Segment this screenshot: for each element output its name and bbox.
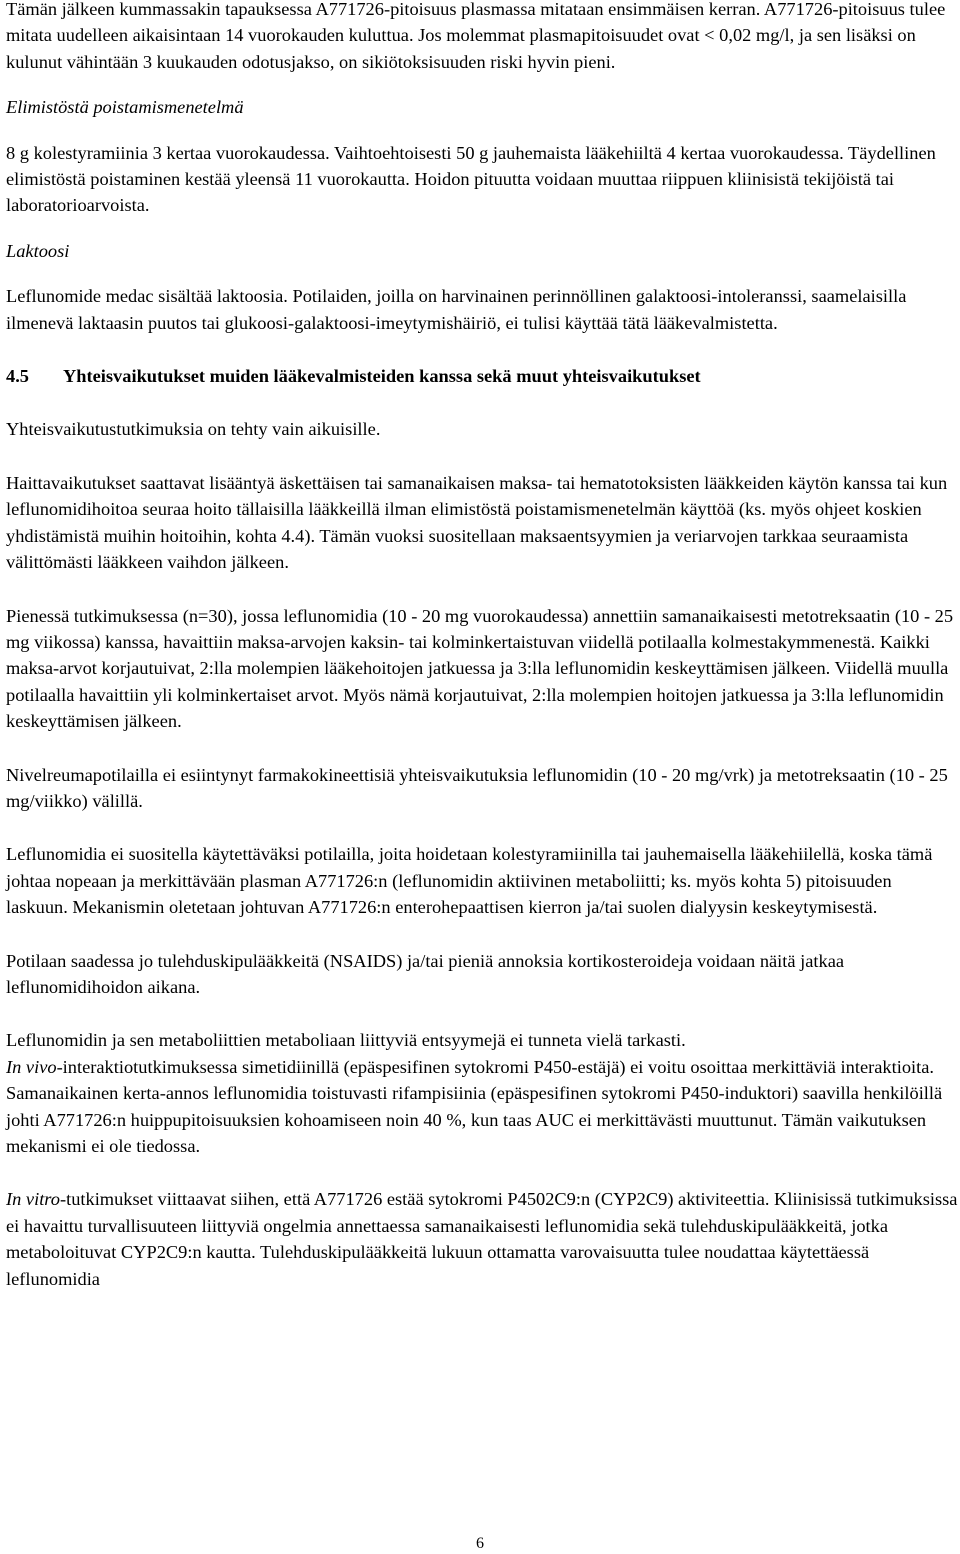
paragraph-side-effects: Haittavaikutukset saattavat lisääntyä äskettäisen tai samanaikaisen maksa- tai hematotoksisten lääkkeiden käytön kanssa tai kun leflunomidihoitoa seuraa hoito tällaisilla lääkkeillä ilman elimistöstä poistamismenetelmän käyttöä (ks. myös ohjeet koskien yhdistämistä muihin hoitoihin, kohta 4.4). Tämän vuoksi suositellaan maksaentsyymien ja veriarvojen tarkkaa seuraamista välittömästi lääkkeen vaihdon jälkeen.: [6, 472, 948, 573]
paragraph-adults: Yhteisvaikutustutkimuksia on tehty vain aikuisille.: [6, 419, 381, 440]
in-vivo-text: -interaktiotutkimuksessa simetidiinillä (epäspesifinen sytokromi P450-estäjä) ei voitu osoittaa merkittäviä interaktioita. Samanaikainen kerta-annos leflunomidia toistuvasti rifampisiinia (epäspesifinen sytokromi P450-induktori) saavilla henkilöillä johti A771726:n huippupitoisuuksien kohoamiseen noin 40 %, kun taas AUC ei merkittävästi muuttunut. Tämän vaikutuksen mekanismi ei ole tiedossa.: [6, 1056, 943, 1156]
in-vitro-text: -tutkimukset viittaavat siihen, että A771726 estää sytokromi P4502C9:n (CYP2C9) aktiviteettia. Kliinisissä tutkimuksissa ei havaittu turvallisuuteen liittyviä ongelmia annettaessa samanaikaisesti leflunomidia sekä tulehduskipulääkkeitä, jotka metaboloituvat CYP2C9:n kautta. Tulehduskipulääkkeitä lukuun ottamatta varovaisuutta tulee noudattaa käytettäessä leflunomidia: [6, 1189, 958, 1289]
paragraph-in-vitro: [6, 1186, 958, 1292]
document-page: [6, 0, 958, 1292]
paragraph-elimination: 8 g kolestyramiinia 3 kertaa vuorokaudessa. Vaihtoehtoisesti 50 g jauhemaista lääkehiiltä 4 kertaa vuorokaudessa. Täydellinen elimistöstä poistaminen kestää yleensä 11 vuorokautta. Hoidon pituutta voidaan muuttaa riippuen kliinisistä tekijöistä tai laboratorioarvoista.: [6, 142, 936, 216]
paragraph-small-study: Pienessä tutkimuksessa (n=30), jossa leflunomidia (10 - 20 mg vuorokaudessa) annettiin samanaikaisesti metotreksaatin (10 - 25 mg viikossa) kanssa, havaittiin maksa-arvojen kaksin- tai kolminkertaistuvan viidellä potilaalla kolmestakymmenestä. Kaikki maksa-arvot korjautuivat, 2:lla molempien lääkehoitojen jatkuessa ja 3:lla leflunomidin keskeyttämisen jälkeen. Viidellä muulla potilaalla havaittiin yli kolminkertaiset arvot. Myös nämä korjautuivat, 2:lla molempien hoitojen jatkuessa ja 3:lla leflunomidin keskeyttämisen jälkeen.: [6, 605, 954, 732]
page-number: 6: [476, 1535, 484, 1552]
section-number: 4.5: [6, 366, 29, 387]
paragraph-enzymes: Leflunomidin ja sen metaboliittien metaboliaan liittyviä entsyymejä ei tunneta vielä tarkasti.: [6, 1030, 686, 1051]
in-vitro-term: In vitro: [6, 1189, 60, 1210]
section-title: Yhteisvaikutukset muiden lääkevalmisteiden kanssa sekä muut yhteisvaikutukset: [63, 366, 701, 387]
paragraph-in-vivo: [6, 1054, 958, 1160]
paragraph-lactose: Leflunomide medac sisältää laktoosia. Potilaiden, joilla on harvinainen perinnöllinen galaktoosi-intoleranssi, saamelaisilla ilmenevä laktaasin puutos tai glukoosi-galaktoosi-imeytymishäiriö, ei tulisi käyttää tätä lääkevalmistetta.: [6, 286, 907, 333]
section-heading: [6, 363, 958, 389]
paragraph-intro: Tämän jälkeen kummassakin tapauksessa A771726-pitoisuus plasmassa mitataan ensimmäisen kerran. A771726-pitoisuus tulee mitata uudelleen aikaisintaan 14 vuorokauden kuluttua. Jos molemmat plasmapitoisuudet ovat < 0,02 mg/l, ja sen lisäksi on kulunut vähintään 3 kuukauden odotusjakso, on sikiötoksisuuden riski hyvin pieni.: [6, 0, 946, 72]
subheading-elimination: Elimistöstä poistamismenetelmä: [6, 97, 244, 118]
in-vivo-term: In vivo: [6, 1056, 57, 1077]
paragraph-nsaids: Potilaan saadessa jo tulehduskipulääkkeitä (NSAIDS) ja/tai pieniä annoksia kortikosteroideja voidaan näitä jatkaa leflunomidihoidon aikana.: [6, 950, 845, 997]
paragraph-cholestyramine: Leflunomidia ei suositella käytettäväksi potilailla, joita hoidetaan kolestyramiinilla tai jauhemaisella lääkehiilellä, koska tämä johtaa nopeaan ja merkittävään plasman A771726:n (leflunomidin aktiivinen metaboliitti; ks. myös kohta 5) pitoisuuden laskuun. Mekanismin oletetaan johtuvan A771726:n enterohepaattisen kierron ja/tai suolen dialyysin keskeytymisestä.: [6, 844, 933, 918]
paragraph-ra-patients: Nivelreumapotilailla ei esiintynyt farmakokineettisiä yhteisvaikutuksia leflunomidin (10 - 20 mg/vrk) ja metotreksaatin (10 - 25 mg/viikko) välillä.: [6, 764, 948, 811]
subheading-lactose: Laktoosi: [6, 240, 70, 261]
